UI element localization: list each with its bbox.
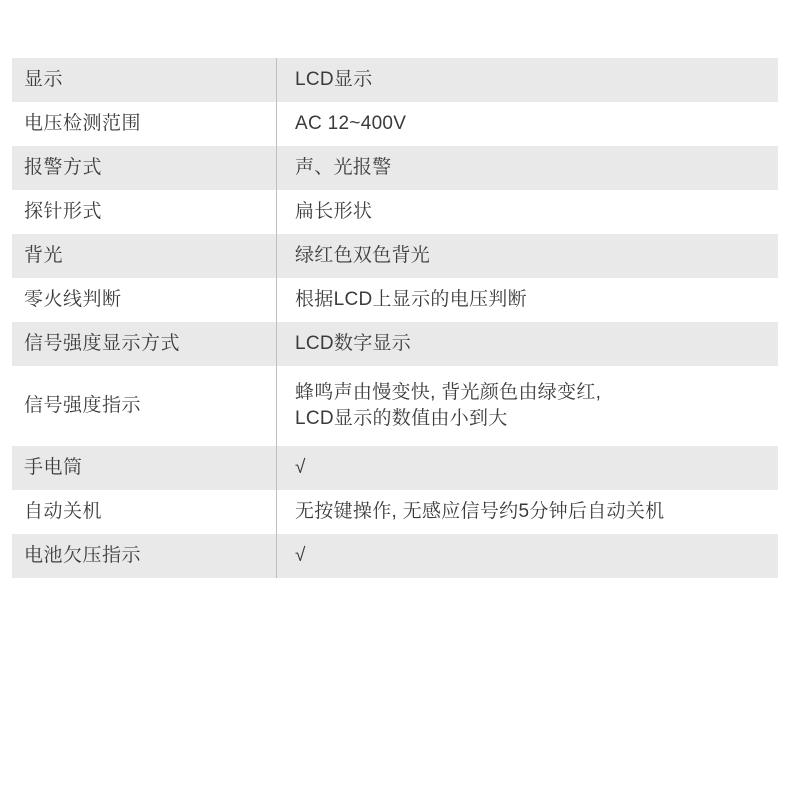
table-row xyxy=(12,102,778,146)
spec-label: 探针形式 xyxy=(24,201,103,222)
spec-value xyxy=(277,190,779,234)
spec-label: 自动关机 xyxy=(24,501,103,522)
table-row xyxy=(12,234,778,278)
spec-value-line: 蜂鸣声由慢变快, 背光颜色由绿变红, xyxy=(295,382,602,403)
table-row xyxy=(12,490,778,534)
checkmark-icon: √ xyxy=(295,457,306,478)
spec-value xyxy=(277,146,779,190)
specification-table xyxy=(12,58,778,578)
spec-value-line: LCD显示 xyxy=(295,69,373,90)
specification-table-body xyxy=(12,58,778,578)
spec-value-line: 绿红色双色背光 xyxy=(295,245,431,266)
spec-value xyxy=(277,58,779,102)
spec-value xyxy=(277,322,779,366)
spec-value-line: 无按键操作, 无感应信号约5分钟后自动关机 xyxy=(295,501,665,522)
spec-value xyxy=(277,366,779,446)
spec-label: 零火线判断 xyxy=(24,289,122,310)
table-row xyxy=(12,278,778,322)
spec-label: 显示 xyxy=(24,69,64,90)
spec-label: 信号强度指示 xyxy=(24,395,142,416)
spec-value-line: LCD数字显示 xyxy=(295,333,412,354)
spec-label: 电池欠压指示 xyxy=(24,545,142,566)
spec-label: 电压检测范围 xyxy=(24,113,142,134)
table-row xyxy=(12,146,778,190)
spec-value xyxy=(277,278,779,322)
spec-value-line: 根据LCD上显示的电压判断 xyxy=(295,289,527,310)
spec-label: 报警方式 xyxy=(24,157,103,178)
table-row xyxy=(12,534,778,578)
spec-value-line: 扁长形状 xyxy=(295,201,373,222)
table-row xyxy=(12,446,778,490)
spec-label: 背光 xyxy=(24,245,64,266)
checkmark-icon: √ xyxy=(295,545,306,566)
spec-value-line: 声、光报警 xyxy=(295,157,392,178)
table-row xyxy=(12,322,778,366)
spec-value xyxy=(277,490,779,534)
spec-value xyxy=(277,234,779,278)
table-row xyxy=(12,58,778,102)
spec-value xyxy=(277,102,779,146)
table-row xyxy=(12,366,778,446)
table-row xyxy=(12,190,778,234)
spec-label: 信号强度显示方式 xyxy=(24,333,181,354)
spec-label: 手电筒 xyxy=(24,457,83,478)
spec-value xyxy=(277,446,779,490)
spec-value xyxy=(277,534,779,578)
spec-value-line: AC 12~400V xyxy=(295,113,407,134)
spec-value-line: LCD显示的数值由小到大 xyxy=(295,408,508,429)
